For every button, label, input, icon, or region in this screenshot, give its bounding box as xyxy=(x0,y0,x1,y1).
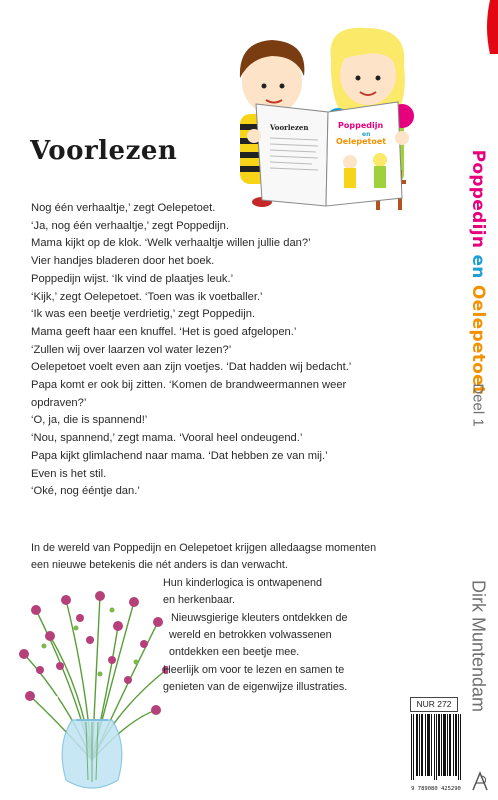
blurb-line: In de wereld van Poppedijn en Oelepetoet krijgen alledaagse momenten xyxy=(31,542,377,554)
nur-code: NUR 272 xyxy=(410,697,458,712)
page-title: Voorlezen xyxy=(30,136,178,166)
story-line: ‘Oké, nog ééntje dan.’ xyxy=(31,485,140,498)
isbn-barcode xyxy=(408,712,464,794)
spine-title-word-2: en xyxy=(468,254,488,279)
blurb-line: Heerlijk om voor te lezen en samen te xyxy=(163,663,345,676)
story-line: ‘Nou, spannend,’ zegt mama. ‘Vooral heel ondeugend.’ xyxy=(31,432,303,445)
book-right-title-3: Oelepetoet xyxy=(336,137,387,146)
blurb-line: genieten van de eigenwijze illustraties. xyxy=(163,681,348,694)
story-line: Mama geeft haar een knuffel. ‘Het is goed afgelopen.’ xyxy=(31,325,297,338)
book-right-title-1: Poppedijn xyxy=(338,121,384,130)
story-line: ‘Zullen wij over laarzen vol water lezen?’ xyxy=(31,343,232,356)
red-bookmark-tab xyxy=(484,0,498,54)
blurb-line: een nieuwe betekenis die nét anders is dan verwacht. xyxy=(31,559,288,572)
story-line: ‘Ja, nog één verhaaltje,’ zegt Poppedijn. xyxy=(31,219,229,232)
blurb-line: wereld en betrokken volwassenen xyxy=(169,629,332,642)
story-text xyxy=(31,200,361,501)
story-line: opdraven?’ xyxy=(31,396,87,409)
book-left-title: Voorlezen xyxy=(270,123,309,132)
spine-title-word-1: Poppedijn xyxy=(468,149,488,249)
blurb-line: Nieuwsgierige kleuters ontdekken de xyxy=(171,611,348,624)
spine-title xyxy=(468,150,488,395)
book-right-title-2: en xyxy=(362,131,371,138)
spine-author: Dirk Muntendam xyxy=(468,579,489,713)
kids-reading-illustration xyxy=(226,20,426,212)
story-line: ‘O, ja, die is spannend!’ xyxy=(31,414,148,427)
spine-volume: Deel 1 xyxy=(469,383,487,427)
story-line: Papa kijkt glimlachend naar mama. ‘Dat hebben ze van mij.’ xyxy=(31,449,328,462)
story-line: ‘Kijk,’ zegt Oelepetoet. ‘Toen was ik voetballer.’ xyxy=(31,290,263,303)
publisher-logo-icon xyxy=(470,770,490,792)
spine-title-word-3: Oelepetoet xyxy=(468,284,488,395)
blurb-text xyxy=(31,540,411,697)
story-line: ‘Ik was een beetje verdrietig,’ zegt Poppedijn. xyxy=(31,308,256,321)
story-line: Mama kijkt op de klok. ‘Welk verhaaltje willen jullie dan?’ xyxy=(31,237,311,250)
story-line: Papa komt er ook bij zitten. ‘Komen de brandweermannen weer xyxy=(31,379,347,392)
story-line: Vier handjes bladeren door het boek. xyxy=(31,255,215,268)
story-line: Even is het stil. xyxy=(31,467,107,480)
story-line: Poppedijn wijst. ‘Ik vind de plaatjes leuk.’ xyxy=(31,272,234,285)
blurb-line: ontdekken een beetje mee. xyxy=(169,646,300,659)
blurb-line: en herkenbaar. xyxy=(163,594,236,607)
story-line: Oelepetoet voelt even aan zijn voetjes. ‘Dat hadden wij bedacht.’ xyxy=(31,361,352,374)
blurb-line: Hun kinderlogica is ontwapenend xyxy=(163,576,323,589)
story-line: Nog één verhaaltje,’ zegt Oelepetoet. xyxy=(31,202,216,214)
isbn-digits: 9 789080 425290 xyxy=(411,786,461,792)
